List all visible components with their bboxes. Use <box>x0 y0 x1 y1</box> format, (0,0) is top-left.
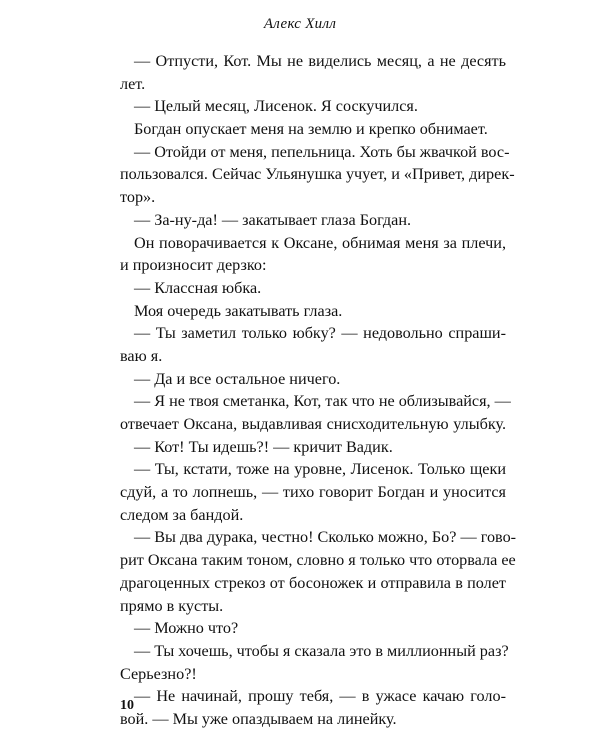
text-line: — Отойди от меня, пепельница. Хоть бы жвачкой вос- <box>134 142 510 161</box>
text-line: отвечает Оксана, выдавливая снисходительную улыбку. <box>120 415 506 433</box>
text-line: — Вы два дурака, честно! Сколько можно, Бо? — гово- <box>134 528 517 547</box>
text-line: сдуй, а то лопнешь, — тихо говорит Богдан и уносится <box>120 483 506 502</box>
text-line: Богдан опускает меня на землю и крепко обнимает. <box>134 120 488 139</box>
text-line: и произносит дерзко: <box>120 256 267 275</box>
text-line: тор». <box>120 188 156 207</box>
text-line: — Отпусти, Кот. Мы не виделись месяц, а не десять <box>134 52 506 70</box>
text-line: следом за бандой. <box>120 505 244 524</box>
text-line: Моя очередь закатывать глаза. <box>134 301 343 320</box>
text-line: ваю я. <box>120 346 163 365</box>
text-line: пользовался. Сейчас Ульянушка учует, и «Привет, дирек- <box>120 165 515 184</box>
running-header-author: Алекс Хилл <box>263 16 337 32</box>
text-line: — Ты хочешь, чтобы я сказала это в миллионный раз? <box>134 641 509 660</box>
text-line: — За-ну-да! — закатывает глаза Богдан. <box>134 210 412 229</box>
text-line: — Кот! Ты идешь?! — кричит Вадик. <box>134 437 393 456</box>
text-line: Серьезно?! <box>120 664 197 683</box>
text-line: рит Оксана таким тоном, словно я только что оторвала ее <box>120 551 516 570</box>
text-line: — Ты, кстати, тоже на уровне, Лисенок. Только щеки <box>134 460 506 479</box>
text-line: Он поворачивается к Оксане, обнимая меня за плечи, <box>134 233 506 252</box>
text-line: — Я не твоя сметанка, Кот, так что не облизывайся, — <box>134 392 511 411</box>
text-line: — Не начинай, прошу тебя, — в ужасе качаю голо- <box>134 687 506 706</box>
text-line: — Можно что? <box>134 619 239 638</box>
text-line: вой. — Мы уже опаздываем на линейку. <box>120 709 397 728</box>
text-line: — Целый месяц, Лисенок. Я соскучился. <box>134 97 418 116</box>
text-line: — Да и все остальное ничего. <box>134 369 341 388</box>
body-text <box>120 50 517 731</box>
text-line: — Ты заметил только юбку? — недовольно спраши- <box>134 324 506 343</box>
text-line: — Классная юбка. <box>134 278 262 297</box>
text-line: прямо в кусты. <box>120 596 224 615</box>
text-line: лет. <box>120 74 146 93</box>
page-number: 10 <box>120 698 134 713</box>
text-line: драгоценных стрекоз от босоножек и отправила в полет <box>120 573 506 592</box>
